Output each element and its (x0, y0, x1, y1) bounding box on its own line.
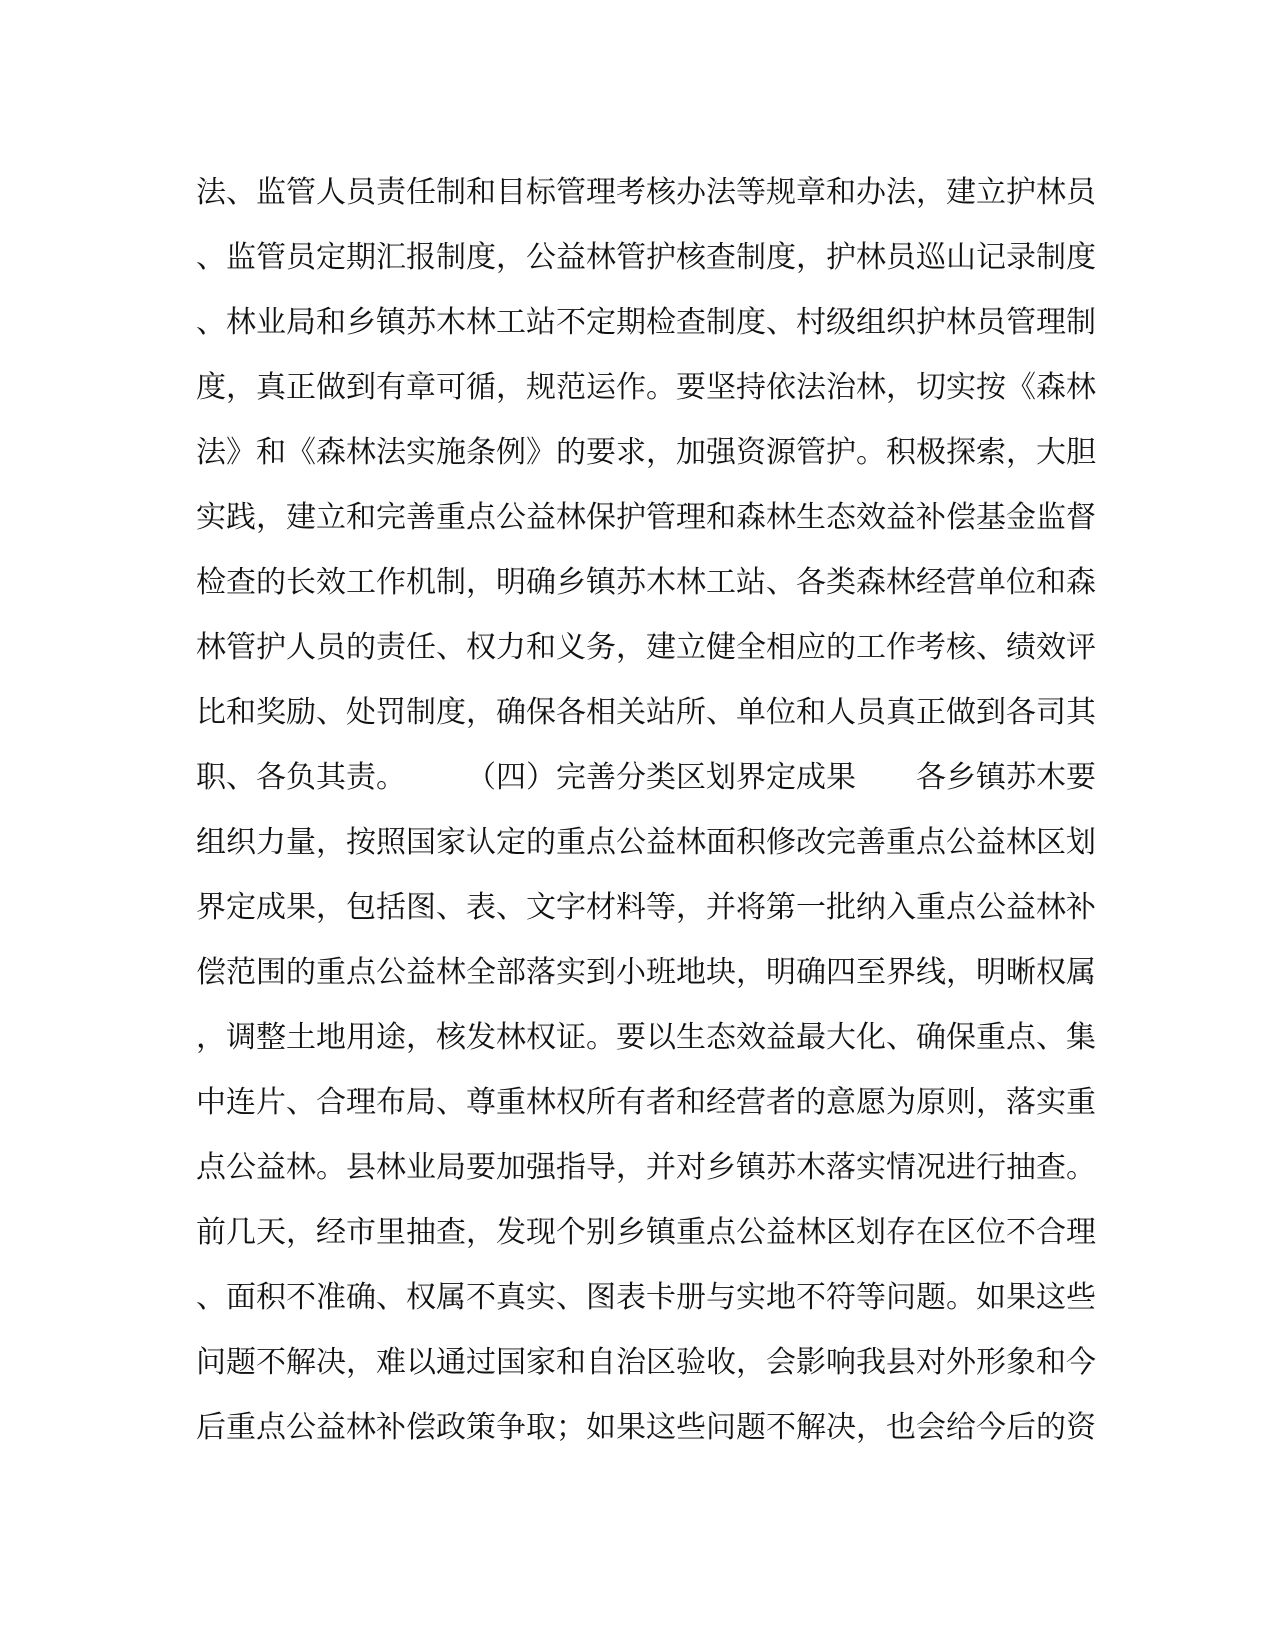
text-line: 检查的长效工作机制，明确乡镇苏木林工站、各类森林经营单位和森 (196, 565, 1096, 600)
text-line: 组织力量，按照国家认定的重点公益林面积修改完善重点公益林区划 (196, 825, 1096, 860)
text-line: 比和奖励、处罚制度，确保各相关站所、单位和人员真正做到各司其 (196, 695, 1096, 730)
text-line: 点公益林。县林业局要加强指导，并对乡镇苏木落实情况进行抽查。 (196, 1150, 1096, 1185)
body-text (196, 160, 1096, 1460)
text-line: 、监管员定期汇报制度，公益林管护核查制度，护林员巡山记录制度 (196, 240, 1096, 275)
text-line: 实践，建立和完善重点公益林保护管理和森林生态效益补偿基金监督 (196, 500, 1096, 535)
text-line: 中连片、合理布局、尊重林权所有者和经营者的意愿为原则，落实重 (196, 1085, 1096, 1120)
text-line: 前几天，经市里抽查，发现个别乡镇重点公益林区划存在区位不合理 (196, 1215, 1096, 1250)
text-line: 界定成果，包括图、表、文字材料等，并将第一批纳入重点公益林补 (196, 890, 1096, 925)
text-line: 后重点公益林补偿政策争取；如果这些问题不解决，也会给今后的资 (196, 1410, 1096, 1445)
text-line: 问题不解决，难以通过国家和自治区验收，会影响我县对外形象和今 (196, 1345, 1096, 1380)
text-line: 度，真正做到有章可循，规范运作。要坚持依法治林，切实按《森林 (196, 370, 1096, 405)
text-line: 、林业局和乡镇苏木林工站不定期检查制度、村级组织护林员管理制 (196, 305, 1096, 340)
text-line: 林管护人员的责任、权力和义务，建立健全相应的工作考核、绩效评 (196, 630, 1096, 665)
text-line: 偿范围的重点公益林全部落实到小班地块，明确四至界线，明晰权属 (196, 955, 1096, 990)
text-line: ，调整土地用途，核发林权证。要以生态效益最大化、确保重点、集 (196, 1020, 1096, 1055)
text-line: 法、监管人员责任制和目标管理考核办法等规章和办法，建立护林员 (196, 175, 1096, 210)
text-line: 、面积不准确、权属不真实、图表卡册与实地不符等问题。如果这些 (196, 1280, 1096, 1315)
text-line: 法》和《森林法实施条例》的要求，加强资源管护。积极探索，大胆 (196, 435, 1096, 470)
text-line: 职、各负其责。 （四）完善分类区划界定成果 各乡镇苏木要 (196, 760, 1096, 795)
